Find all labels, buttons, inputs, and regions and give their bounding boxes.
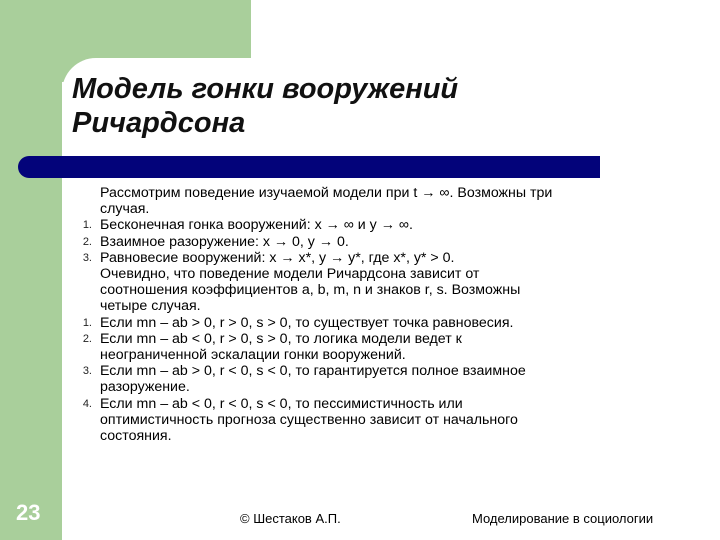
body-line [70,396,630,412]
body-text: разоружение. [100,379,190,396]
body-line [70,379,630,395]
body-text: Если mn – ab > 0, r < 0, s < 0, то гарантируется полное взаимное [100,363,526,380]
body-line [70,347,630,363]
body-text: состояния. [100,428,172,445]
body-text: четыре случая. [100,298,201,315]
slide-number: 23 [16,500,41,525]
list-number: 2. [82,235,92,248]
body-text: оптимистичность прогноза существенно зависит от начального [100,411,518,428]
body-line [70,331,630,347]
body-line [70,363,630,379]
decorative-green-strip [0,82,62,540]
body-line [70,201,630,217]
slide-body [70,185,630,444]
list-number: 3. [82,251,92,264]
body-text: Если mn – ab < 0, r > 0, s > 0, то логика модели ведет к [100,330,462,347]
list-number: 1. [82,219,92,232]
list-number: 4. [82,397,92,410]
footer-author: © Шестаков А.П. [240,511,341,526]
body-line [70,315,630,331]
body-line [70,298,630,314]
body-text: Если mn – ab > 0, r > 0, s > 0, то существует точка равновесия. [100,314,514,331]
body-line [70,266,630,282]
body-text: соотношения коэффициентов a, b, m, n и знаков r, s. Возможны [100,282,521,299]
body-text: случая. [100,201,150,218]
body-line [70,282,630,298]
body-text: Бесконечная гонка вооружений: x → ∞ и y → ∞. [100,217,413,234]
body-text: Равновесие вооружений: x → x*, y → y*, где x*, y* > 0. [100,249,455,266]
body-text: Если mn – ab < 0, r < 0, s < 0, то пессимистичность или [100,395,463,412]
body-line [70,217,630,233]
list-number: 2. [82,332,92,345]
body-line [70,428,630,444]
footer-course-title: Моделирование в социологии [472,511,654,526]
body-text: Взаимное разоружение: x → 0, y → 0. [100,233,349,250]
body-text: Очевидно, что поведение модели Ричардсона зависит от [100,266,480,283]
body-line [70,250,630,266]
slide-title-line-2: Ричардсона [72,107,246,139]
list-number: 1. [82,316,92,329]
body-line [70,412,630,428]
body-text: неограниченной эскалации гонки вооружений. [100,347,406,364]
body-line [70,234,630,250]
list-number: 3. [82,365,92,378]
slide-title [72,72,632,140]
title-underline-bar [18,156,600,178]
body-line [70,185,630,201]
body-text: Рассмотрим поведение изучаемой модели при t → ∞. Возможны три [100,185,553,201]
slide-title-line-1: Модель гонки вооружений [72,73,459,105]
